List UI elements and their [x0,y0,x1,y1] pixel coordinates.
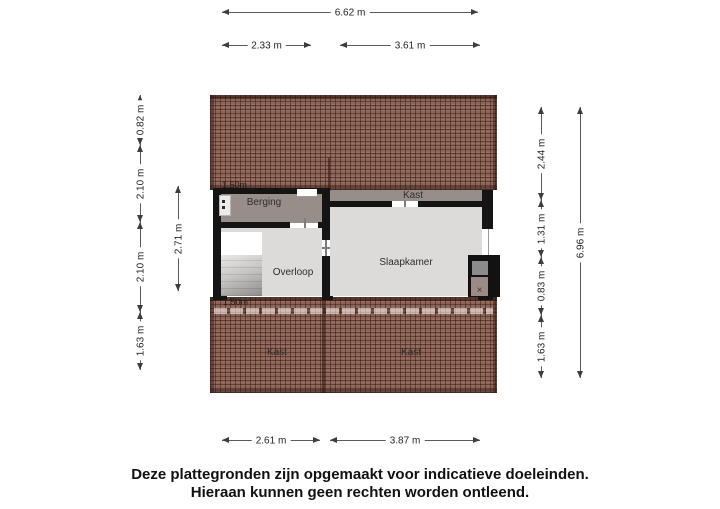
room-label-berging: Berging [246,197,282,208]
dimension-left-outer-4 [135,312,147,370]
staircase [221,255,262,296]
room-label-kast-top: Kast [402,190,423,201]
knee-wall-band [214,308,493,314]
dimension-top-left [222,40,311,52]
dimension-left-outer-1 [135,95,147,145]
skylight-window [297,189,317,197]
dimension-top-total [222,7,478,19]
room-label-slaapkamer: Slaapkamer [379,257,433,268]
room-label-kast-bottom-left: Kast [266,347,287,358]
dimension-label: 3.61 m [391,41,430,52]
dimension-label: 2.10 m [136,248,147,287]
roof-top [210,95,497,190]
wall-mid-lower [322,256,330,298]
dimension-left-inner [173,186,185,291]
dimension-label: 0.82 m [136,101,147,140]
disclaimer-line-1: Deze plattegronden zijn opgemaakt voor indicatieve doeleinden. [131,466,589,483]
dimension-left-outer-3 [135,222,147,312]
dimension-label: 0.83 m [537,267,548,306]
dimension-label: 6.96 m [576,223,587,262]
dimension-label: 2.61 m [252,436,291,447]
height-marker-top: 1.50m [222,180,248,190]
slaapkamer-floor [330,207,482,296]
boiler-unit [219,195,231,216]
vent-x-icon: × [476,285,483,296]
dimension-label: 6.62 m [331,8,370,19]
roof-top-divider [328,158,330,190]
dimension-label: 1.63 m [136,322,147,361]
dimension-bottom-left [222,435,320,447]
dimension-top-right [340,40,480,52]
dimension-label: 1.63 m [537,327,548,366]
stairs-void [221,232,262,255]
dimension-right-inner-3 [536,257,548,315]
dimension-right-inner-2 [536,200,548,257]
dimension-right-inner-1 [536,107,548,200]
dimension-label: 1.31 m [537,209,548,248]
height-marker-bottom: 1.50m [223,297,249,307]
dimension-label: 3.87 m [386,436,425,447]
room-label-overloop: Overloop [272,267,314,278]
dimension-label: 2.71 m [174,219,185,258]
wall-mid-upper [322,194,330,240]
dimension-bottom-right [330,435,480,447]
dimension-label: 2.10 m [136,164,147,203]
window-right [482,229,493,258]
shaft-inner-top [472,261,488,275]
disclaimer-line-2: Hieraan kunnen geen rechten worden ontleend. [190,484,530,501]
dimension-left-outer-2 [135,145,147,222]
roof-bottom-divider [322,297,325,393]
dimension-right-outer [575,107,587,378]
wall-right-upper [482,190,493,229]
dimension-label: 2.33 m [247,41,286,52]
dimension-label: 2.44 m [537,134,548,173]
room-label-kast-bottom-right: Kast [400,347,421,358]
dimension-right-inner-4 [536,315,548,378]
